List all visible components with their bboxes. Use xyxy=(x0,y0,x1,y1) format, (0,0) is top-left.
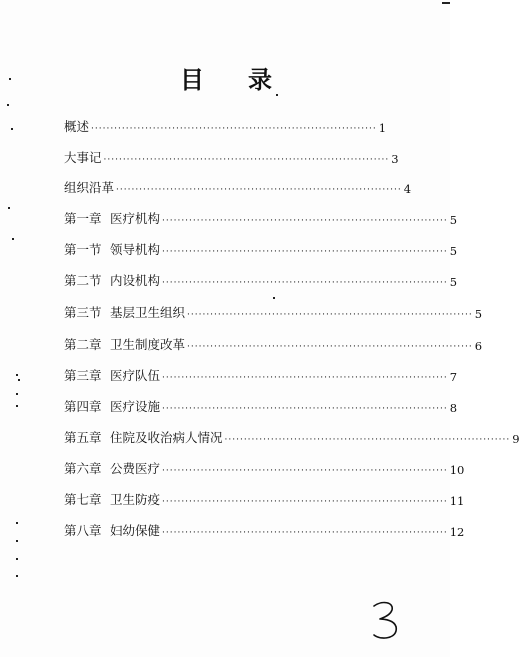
dot-leader: ·········································································· xyxy=(162,247,448,257)
dot-leader: ·········································································· xyxy=(162,373,448,383)
scan-mark xyxy=(16,540,18,542)
toc-entry[interactable] xyxy=(64,303,483,321)
toc-entry-page: 3 xyxy=(391,152,399,166)
scan-mark xyxy=(273,297,275,299)
toc-entry[interactable] xyxy=(64,428,520,446)
toc-entry-label: 第一节 领导机构 xyxy=(64,242,161,257)
toc-entry-page: 5 xyxy=(449,275,458,289)
toc-entry-label: 第一章 医疗机构 xyxy=(64,211,161,226)
scan-mark xyxy=(276,94,278,96)
scan-mark xyxy=(16,522,18,524)
toc-entry-page: 1 xyxy=(378,121,387,135)
toc-entry-page: 7 xyxy=(449,370,458,384)
toc-entry[interactable] xyxy=(64,209,458,227)
handwritten-page-number xyxy=(368,598,408,642)
scan-mark xyxy=(16,575,18,577)
scan-mark xyxy=(12,238,14,240)
scan-mark xyxy=(7,104,9,106)
dot-leader: ·········································································· xyxy=(162,404,448,414)
scan-mark xyxy=(18,379,20,381)
toc-entry-page: 10 xyxy=(449,463,465,477)
scan-mark xyxy=(16,405,18,407)
toc-entry[interactable] xyxy=(64,490,465,508)
toc-entry-page: 5 xyxy=(474,307,483,321)
toc-entry[interactable] xyxy=(64,240,458,258)
dot-leader: ·········································································· xyxy=(162,528,448,538)
scan-mark xyxy=(16,393,18,395)
toc-entry-label: 第二章 卫生制度改革 xyxy=(64,337,186,352)
dot-leader: ·········································································· xyxy=(116,185,402,195)
toc-entry-label: 第五章 住院及收治病人情况 xyxy=(64,430,223,445)
toc-entry-page: 12 xyxy=(449,525,465,539)
toc-entry[interactable] xyxy=(64,366,458,384)
toc-entry-label: 组织沿革 xyxy=(64,180,115,195)
toc-entry-label: 第二节 内设机构 xyxy=(64,273,161,288)
toc-entry[interactable] xyxy=(64,117,387,135)
toc-entry[interactable] xyxy=(64,459,465,477)
dot-leader: ·········································································· xyxy=(162,497,448,507)
toc-entry-label: 概述 xyxy=(64,119,90,134)
scan-mark xyxy=(8,207,10,209)
toc-entry-page: 9 xyxy=(512,432,520,446)
toc-entry[interactable] xyxy=(64,521,465,539)
dot-leader: ·········································································· xyxy=(162,278,448,288)
toc-entry-label: 第三节 基层卫生组织 xyxy=(64,305,186,320)
toc-entry-label: 第六章 公费医疗 xyxy=(64,461,161,476)
toc-entry-page: 4 xyxy=(403,182,412,196)
toc-entry-page: 11 xyxy=(449,494,465,508)
scan-mark xyxy=(16,374,18,376)
dot-leader: ·········································································· xyxy=(103,155,390,165)
title-char-2: 录 xyxy=(248,65,272,94)
toc-entry[interactable] xyxy=(64,148,399,166)
toc-entry[interactable] xyxy=(64,271,458,289)
title-char-1: 目 xyxy=(180,65,204,94)
dot-leader: ·········································································· xyxy=(187,342,473,352)
dot-leader: ·········································································· xyxy=(224,435,511,445)
scan-mark xyxy=(16,558,18,560)
toc-entry-label: 第三章 医疗队伍 xyxy=(64,368,161,383)
toc-entry-label: 大事记 xyxy=(64,150,102,165)
dot-leader: ·········································································· xyxy=(162,216,448,226)
toc-entry-label: 第八章 妇幼保健 xyxy=(64,523,161,538)
toc-entry-page: 6 xyxy=(474,339,483,353)
dot-leader: ·········································································· xyxy=(187,310,473,320)
toc-entry[interactable] xyxy=(64,178,412,196)
toc-entry-page: 5 xyxy=(449,213,458,227)
toc-entry-page: 5 xyxy=(449,244,458,258)
scan-mark xyxy=(442,2,450,4)
toc-entry-label: 第七章 卫生防疫 xyxy=(64,492,161,507)
scan-mark xyxy=(11,128,13,130)
toc-entry[interactable] xyxy=(64,335,483,353)
dot-leader: ·········································································· xyxy=(162,466,448,476)
toc-entry[interactable] xyxy=(64,397,458,415)
scan-mark xyxy=(9,78,11,80)
dot-leader: ·········································································· xyxy=(91,124,377,134)
toc-entry-page: 8 xyxy=(449,401,458,415)
toc-entry-label: 第四章 医疗设施 xyxy=(64,399,161,414)
